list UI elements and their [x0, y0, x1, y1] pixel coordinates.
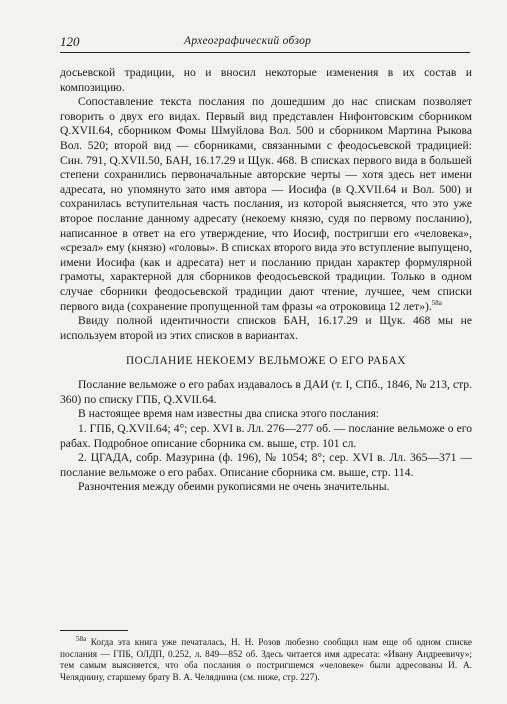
footnote-mark: 58а: [76, 634, 87, 643]
running-head: [60, 34, 470, 53]
paragraph-comparison-text: Сопоставление текста послания по дошедшим до нас спискам позволяет говорить о двух его видах. Первый вид представлен Нифонтовским сборником Q.XVII.64, сборником Фомы Шмуйлова Вол. 500 и сборником Мартина Рыкова Вол. 520; второй вид — сборниками, связанными с феодосьевской традицией: Син. 791, Q.XVII.50, БАН, 16.17.29 и Щук. 468. В списках первого вида в большей степени сохранились первоначальные авторские черты — хотя здесь нет имени адресата, но упомянуто зато имя автора — Иосифа (в Q.XVII.64 и Вол. 500) и сохранилась вступительная часть послания, из которой выясняется, что это уже второе послание данному адресату (некоему князю, судя по первому посланию), написанное в ответ на его утверждение, что Иосиф, постригши его «человека», «срезал» ему (князю) «головы». В списках второго вида это вступление выпущено, имени Иосифа (как и адресата) нет и посланию придан характер формулярной грамоты, характерной для сборников феодосьевской традиции. Только в одном случае сборники феодосьевской традиции дают чтение, лучшее, чем списки первого вида (сохранение пропущенной там фразы «а отроковица 12 лет»).: [60, 95, 472, 313]
section-paragraph-variants: Разночтения между обеими рукописями не очень значительны.: [78, 480, 390, 494]
footnote-text: Когда эта книга уже печаталась, Н. Н. Розов любезно сообщил нам еще об одном списке послания — ГПБ, ОЛДП, 0.252, л. 849—852 об. Здесь читается имя адресата: «Ивану Андреевичу»; тем самым выясняется, что оба послания о постригшемся «человеке» были адресованы И. А. Челяднину, старшему брату В. А. Челяднина (см. ниже, стр. 227).: [60, 638, 472, 683]
running-title: Археографический обзор: [184, 35, 312, 47]
footnote-ref: 58а: [431, 298, 442, 307]
paragraph-comparison: [60, 95, 472, 314]
paragraph-identity: Ввиду полной идентичности списков БАН, 16.17.29 и Щук. 468 мы не используем второй из этих списков в вариантах.: [60, 314, 472, 342]
paragraph-continued: досьевской традиции, но и вносил некоторые изменения в их состав и композицию.: [60, 66, 472, 94]
section-heading: ПОСЛАНИЕ НЕКОЕМУ ВЕЛЬМОЖЕ О ЕГО РАБАХ: [125, 355, 406, 368]
footnote: [60, 634, 472, 684]
footnote-paragraph: [60, 634, 472, 684]
footnote-divider: [60, 630, 128, 631]
section-paragraph-copy-1: 1. ГПБ, Q.XVII.64; 4°; сер. XVI в. Лл. 276—277 об. — послание вельможе о его рабах. Подробное описание сборника см. выше, стр. 101 сл.: [60, 422, 472, 450]
section-paragraph-known-copies: В настоящее время нам известны два списка этого послания:: [78, 407, 380, 421]
section-paragraph-copy-2: 2. ЦГАДА, собр. Мазурина (ф. 196), № 1054; 8°; сер. XVI в. Лл. 365—371 — послание вельможе о его рабах. Описание сборника см. выше, стр. 114.: [60, 451, 472, 479]
body-text: [60, 66, 472, 495]
section-paragraph-publication: Послание вельможе о его рабах издавалось в ДАИ (т. I, СПб., 1846, № 213, стр. 360) по списку ГПБ, Q.XVII.64.: [60, 378, 472, 406]
page-number: 120: [60, 34, 80, 49]
